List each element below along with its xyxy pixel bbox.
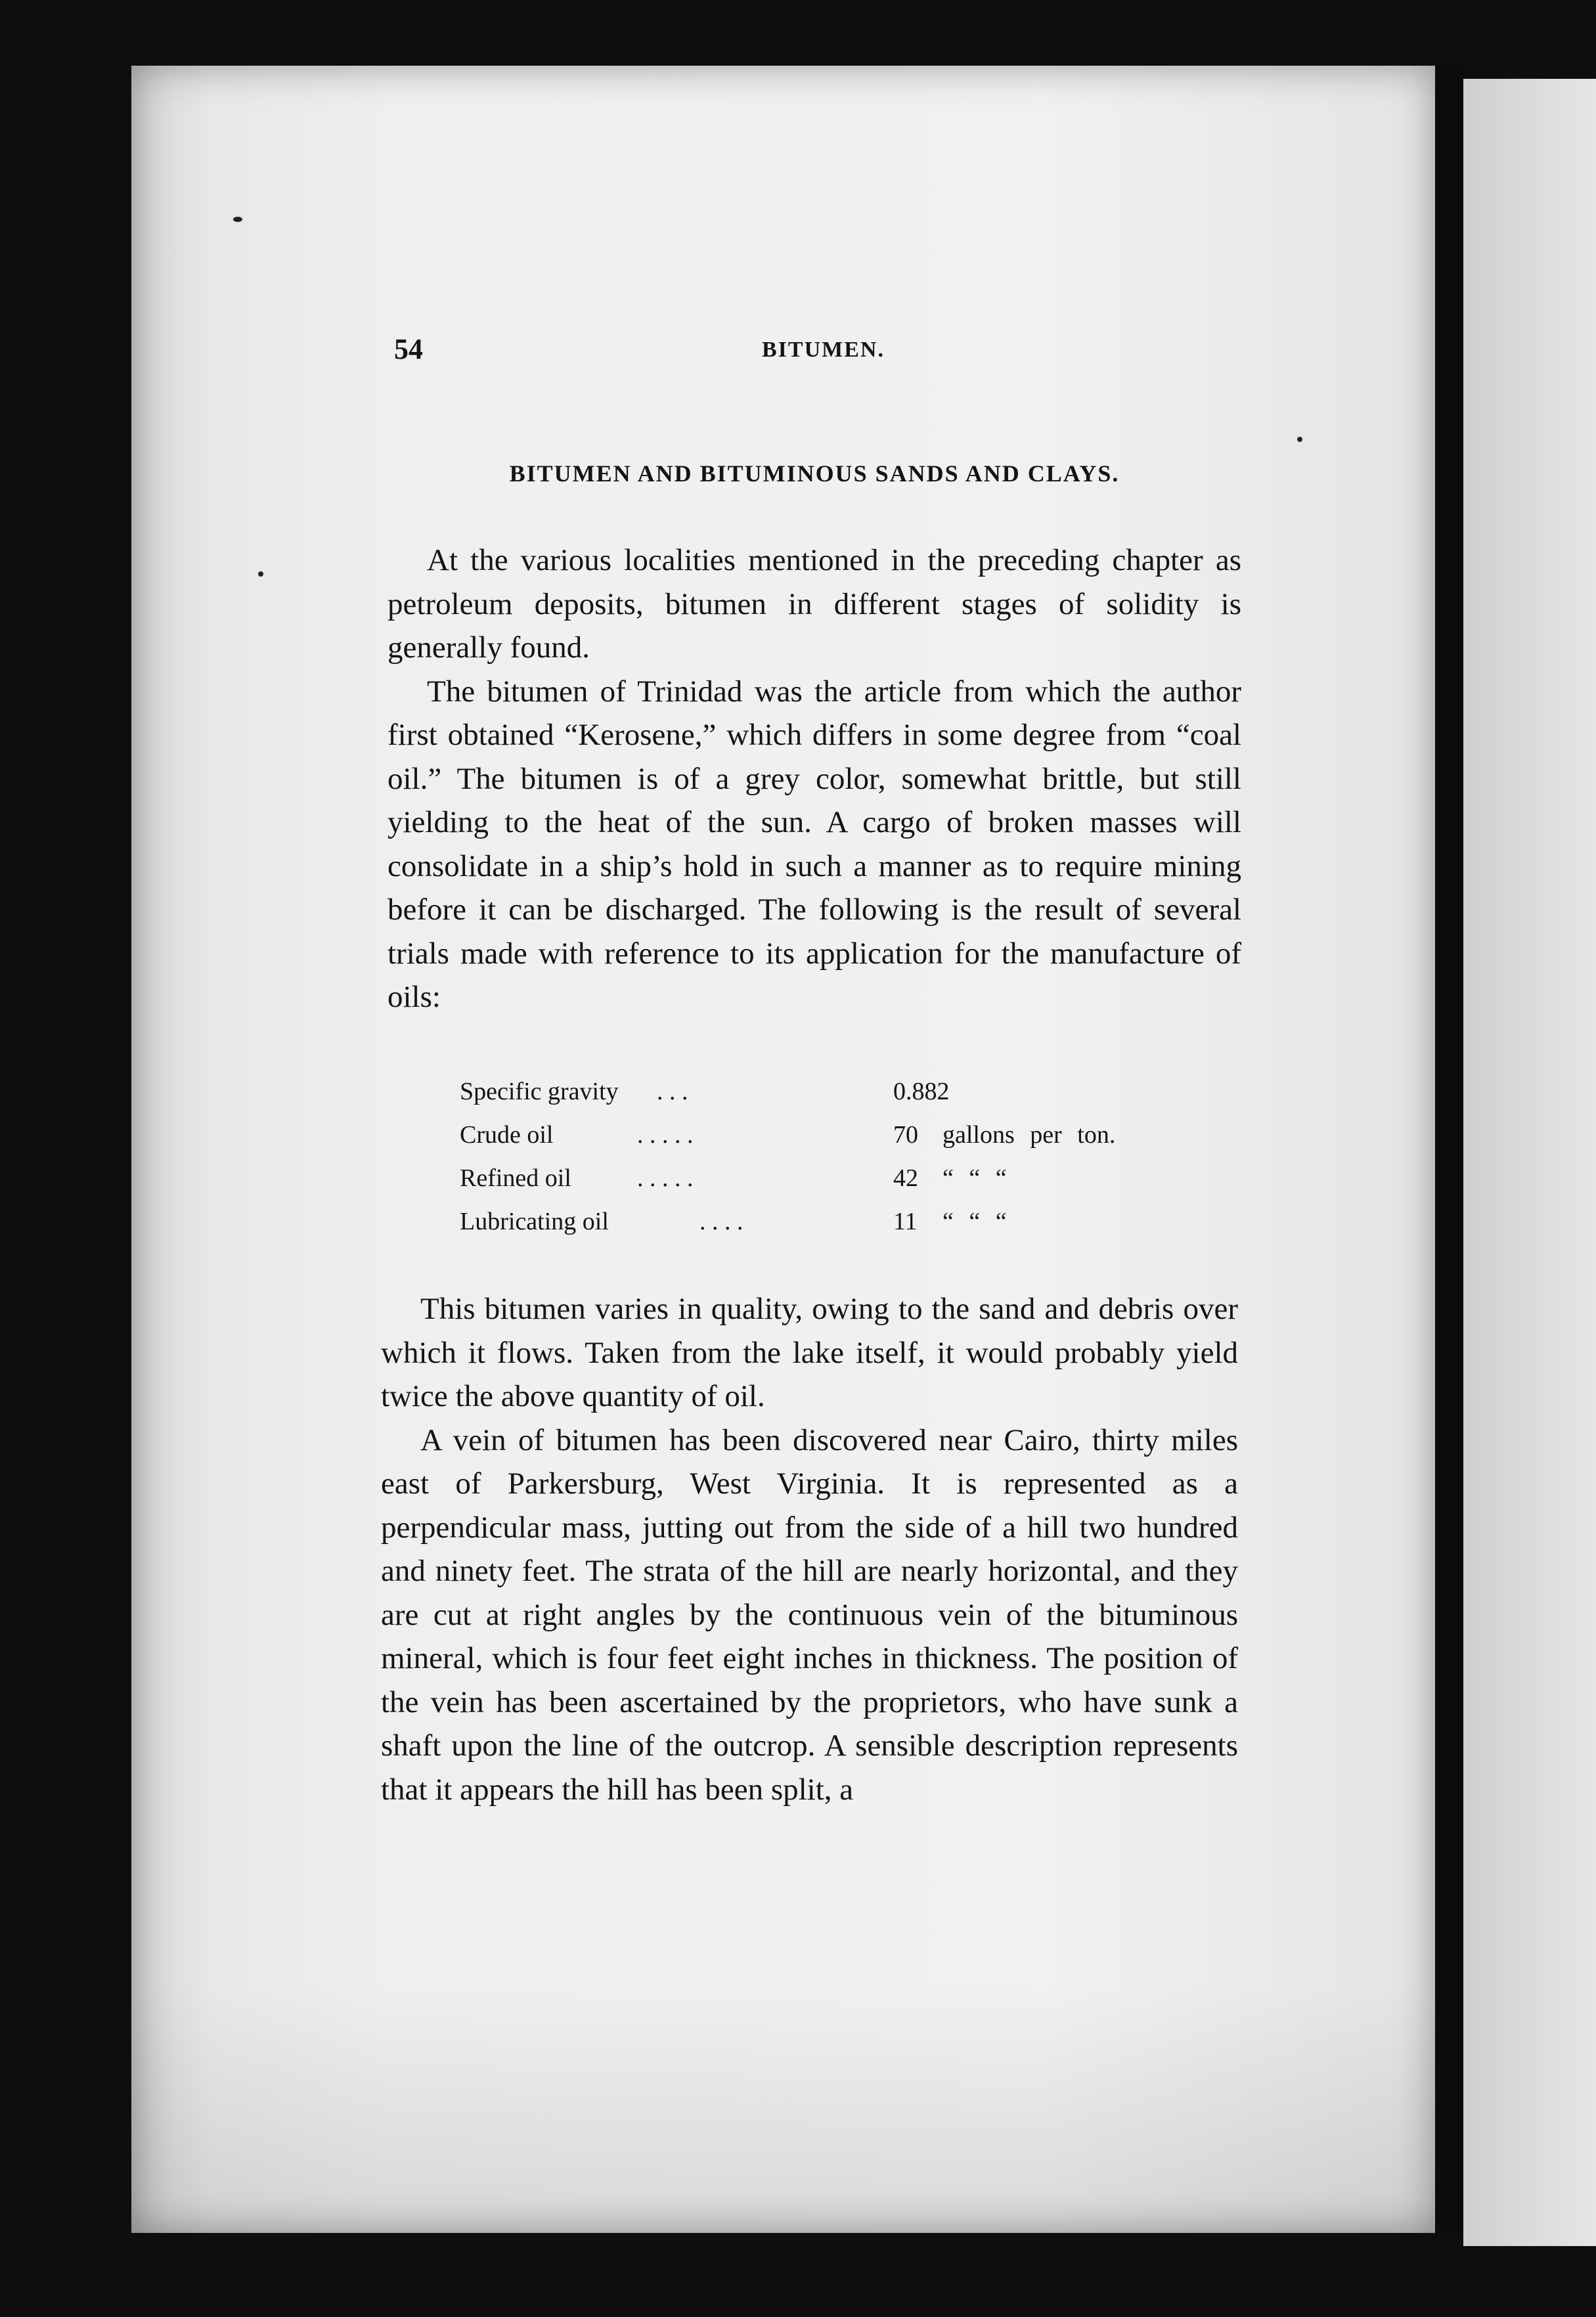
row-value: 11 xyxy=(893,1208,918,1235)
running-head xyxy=(394,332,1235,372)
page-gutter xyxy=(1435,66,1463,2233)
page-number: 54 xyxy=(394,333,423,365)
ink-speck xyxy=(258,571,263,577)
row-label: Crude oil xyxy=(460,1121,554,1149)
text-block-after-table xyxy=(381,1287,1238,1811)
row-unit: “ “ “ xyxy=(942,1164,1007,1192)
table-row xyxy=(460,1164,1182,1207)
leader-dots: . . . . xyxy=(699,1208,743,1235)
row-value: 70 xyxy=(893,1121,918,1149)
running-title: BITUMEN. xyxy=(762,338,885,362)
adjacent-page-edge xyxy=(1463,79,1596,2246)
row-value: 0.882 xyxy=(893,1078,950,1105)
paragraph: This bitumen varies in quality, owing to the sand and debris over which it flows. Taken from the lake itself, it would probably yield twice the above quantity of oil. xyxy=(381,1292,1238,1413)
paragraph: At the various localities mentioned in the preceding chapter as petroleum deposits, bitumen in different stages of solidity is generally found. xyxy=(388,543,1241,665)
row-value: 42 xyxy=(893,1164,918,1192)
oil-yield-table xyxy=(460,1077,1182,1250)
table-row xyxy=(460,1207,1182,1250)
paragraph: The bitumen of Trinidad was the article from which the author first obtained “Kerosene,” which differs in some degree from “coal oil.” The bitumen is of a grey color, somewhat brittle, but still yielding to the heat of the sun. A cargo of broken masses will consolidate in a ship’s hold in such a manner as to require mining before it can be discharged. The following is the result of several trials made with reference to its application for the manufacture of oils: xyxy=(388,674,1241,1014)
paragraph: A vein of bitumen has been discovered near Cairo, thirty miles east of Parkersburg, West Virginia. It is represented as a perpendicular mass, jutting out from the side of a hill two hundred and ninety feet. The strata of the hill are nearly horizontal, and they are cut at right angles by the continuous vein of the bituminous mineral, which is four feet eight inches in thickness. The position of the vein has been ascertained by the proprietors, who have sunk a shaft upon the line of the outcrop. A sensible description represents that it appears the hill has been split, a xyxy=(381,1423,1238,1807)
section-heading: BITUMEN AND BITUMINOUS SANDS AND CLAYS. xyxy=(509,460,1120,487)
row-unit: gallons per ton. xyxy=(942,1121,1116,1149)
ink-speck xyxy=(233,217,242,222)
row-label: Specific gravity xyxy=(460,1078,619,1105)
row-label: Lubricating oil xyxy=(460,1208,609,1235)
table-row xyxy=(460,1077,1182,1120)
text-block-before-table xyxy=(388,539,1241,1019)
row-unit: “ “ “ xyxy=(942,1208,1007,1235)
leader-dots: . . . . . xyxy=(637,1164,694,1192)
table-row xyxy=(460,1120,1182,1164)
leader-dots: . . . . . xyxy=(637,1121,694,1149)
ink-speck xyxy=(1297,437,1302,442)
leader-dots: . . . xyxy=(657,1078,688,1105)
row-label: Refined oil xyxy=(460,1164,571,1192)
